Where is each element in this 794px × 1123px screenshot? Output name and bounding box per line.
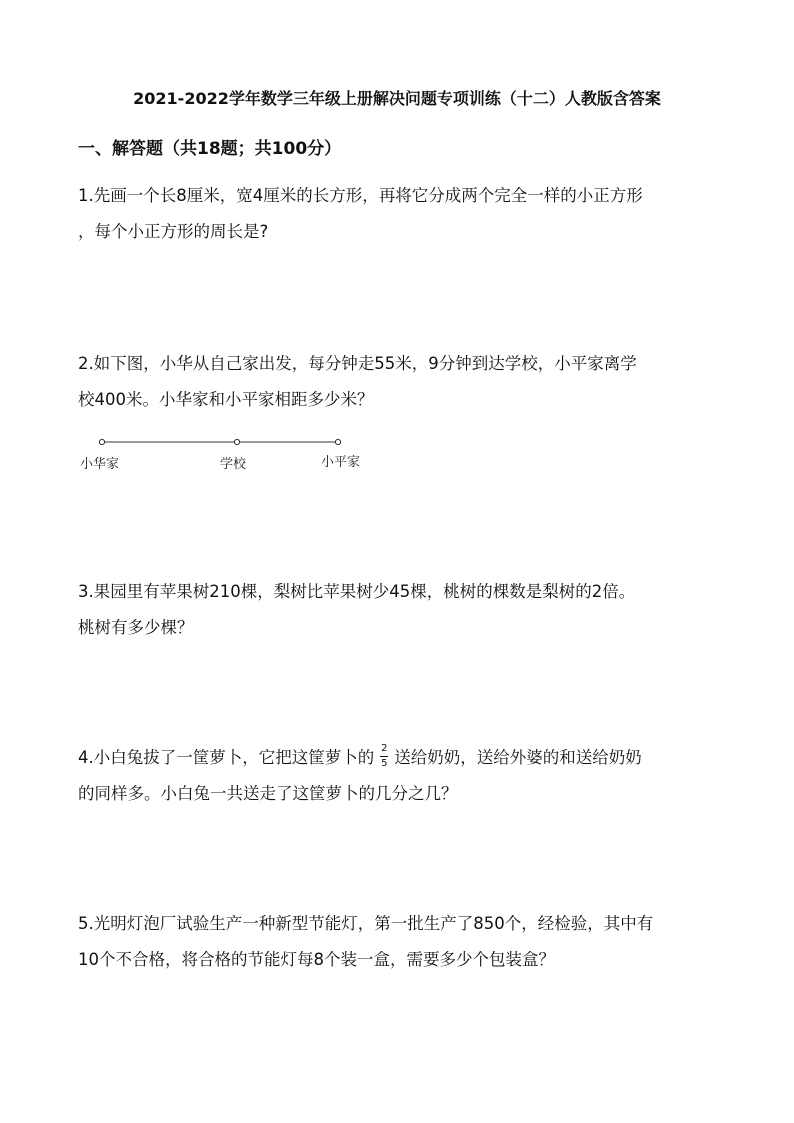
question-3-line-2: 桃树有多少棵？ xyxy=(78,618,194,637)
question-4-text-after: 送给奶奶，送给外婆的和送给奶奶 xyxy=(394,748,642,767)
question-4-line-2: 的同样多。小白兔一共送走了这筐萝卜的几分之几？ xyxy=(78,784,458,803)
question-1-line-1: 1.先画一个长8厘米，宽4厘米的长方形，再将它分成两个完全一样的小正方形 xyxy=(78,186,643,205)
question-2-line-1: 2.如下图，小华从自己家出发，每分钟走55米，9分钟到达学校，小平家离学 xyxy=(78,354,637,373)
question-1 xyxy=(78,178,728,250)
section-heading: 一、解答题（共18题；共100分） xyxy=(78,139,342,159)
question-4-line-1 xyxy=(78,740,728,776)
question-2-line-2: 校400米。小华家和小平家相距多少米？ xyxy=(78,390,374,409)
page-title: 2021-2022学年数学三年级上册解决问题专项训练（十二）人教版含答案 xyxy=(133,89,661,108)
label-school: 学校 xyxy=(220,457,247,472)
fraction-bar xyxy=(380,756,388,757)
point-xiaohua-home xyxy=(99,439,104,444)
question-3-line-1: 3.果园里有苹果树210棵，梨树比苹果树少45棵，桃树的棵数是梨树的2倍。 xyxy=(78,582,636,601)
question-5-line-1: 5.光明灯泡厂试验生产一种新型节能灯，第一批生产了850个，经检验，其中有 xyxy=(78,914,654,933)
point-xiaoping-home xyxy=(335,439,340,444)
question-4-text-before: 4.小白兔拔了一筐萝卜，它把这筐萝卜的 xyxy=(78,748,375,767)
label-xiaohua-home: 小华家 xyxy=(80,457,120,472)
fraction-two-fifths xyxy=(380,744,388,769)
point-school xyxy=(234,439,239,444)
question-3 xyxy=(78,574,728,646)
fraction-numerator: 2 xyxy=(381,743,388,754)
question-4 xyxy=(78,740,728,812)
question-1-line-2: ，每个小正方形的周长是? xyxy=(78,222,269,241)
label-xiaoping-home: 小平家 xyxy=(321,455,361,470)
question-5-line-2: 10个不合格，将合格的节能灯每8个装一盒，需要多少个包装盒？ xyxy=(78,950,555,969)
question-2 xyxy=(78,346,728,418)
question-5 xyxy=(78,906,728,978)
fraction-denominator: 5 xyxy=(381,758,388,769)
distance-diagram xyxy=(76,434,376,474)
